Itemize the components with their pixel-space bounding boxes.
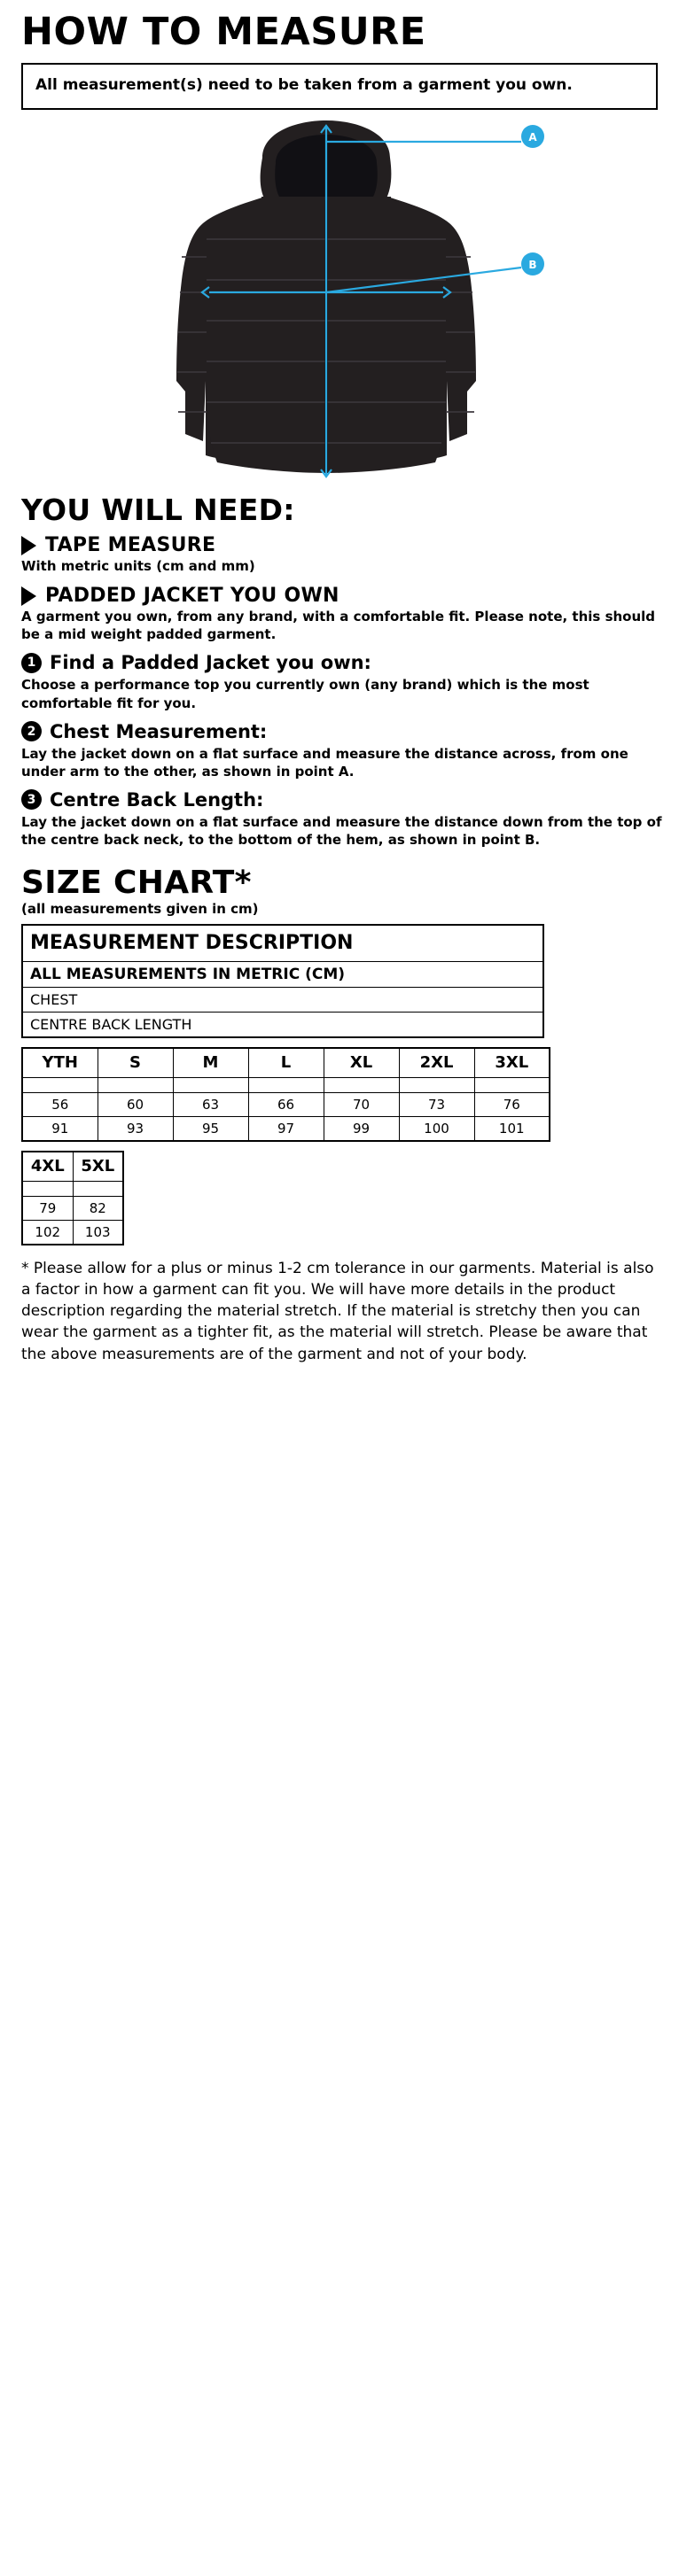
size-header: YTH xyxy=(22,1048,98,1078)
triangle-bullet-icon xyxy=(21,536,36,555)
step-title: Chest Measurement: xyxy=(50,720,268,742)
cbl-value: 101 xyxy=(474,1117,550,1142)
size-table-primary xyxy=(21,1047,550,1142)
table-row xyxy=(22,988,543,1013)
step-2 xyxy=(21,721,663,780)
cbl-value: 93 xyxy=(98,1117,173,1142)
table-row-chest xyxy=(22,1093,550,1117)
jacket-diagram xyxy=(16,115,663,487)
size-header: M xyxy=(173,1048,248,1078)
chest-value: 66 xyxy=(248,1093,324,1117)
step-number-badge: 1 xyxy=(21,653,42,673)
triangle-bullet-icon xyxy=(21,586,36,606)
need-label: PADDED JACKET YOU OWN xyxy=(45,584,340,607)
cbl-value: 99 xyxy=(324,1117,399,1142)
step-description: Lay the jacket down on a flat surface and measure the distance down from the top of the centre back neck, to the bottom of the hem, as shown in point B. xyxy=(21,813,662,848)
size-table-secondary xyxy=(21,1151,124,1245)
you-will-need-heading: YOU WILL NEED: xyxy=(21,493,295,528)
need-head xyxy=(21,585,663,607)
step-number-badge: 3 xyxy=(21,789,42,810)
label-a-badge xyxy=(521,125,544,148)
table-row xyxy=(22,1013,543,1038)
need-item-padded-jacket xyxy=(21,585,663,644)
footnote-text: * Please allow for a plus or minus 1-2 cm tolerance in our garments. Material is also a factor in how a garment can fit you. We will have more details in the product description regarding the material stretch. If the material is stretchy then you can wear the garment as a tighter fit, as the material will stretch. Please be aware that the above measurements are of the garment and not of your body. xyxy=(21,1260,654,1363)
step-3 xyxy=(21,789,663,849)
table-row-spacer xyxy=(22,1078,550,1093)
cbl-value: 91 xyxy=(22,1117,98,1142)
need-label: TAPE MEASURE xyxy=(45,534,216,557)
step-head xyxy=(21,789,663,811)
jacket-illustration-svg xyxy=(29,115,650,487)
step-description: Choose a performance top you currently own (any brand) which is the most comfortable fit for you. xyxy=(21,677,589,711)
centre-back-length-row-label: CENTRE BACK LENGTH xyxy=(22,1013,543,1038)
size-header: L xyxy=(248,1048,324,1078)
measurement-description-table xyxy=(21,924,544,1038)
need-head xyxy=(21,534,663,556)
how-to-measure-page xyxy=(0,12,679,2576)
chest-value: 73 xyxy=(399,1093,474,1117)
metric-note-cell: ALL MEASUREMENTS IN METRIC (CM) xyxy=(22,962,543,988)
cbl-value: 100 xyxy=(399,1117,474,1142)
label-b-text: B xyxy=(528,259,537,272)
size-header: 2XL xyxy=(399,1048,474,1078)
chest-value: 76 xyxy=(474,1093,550,1117)
chest-row-label: CHEST xyxy=(22,988,543,1013)
step-number-badge: 2 xyxy=(21,721,42,741)
step-head xyxy=(21,652,663,673)
chest-value: 70 xyxy=(324,1093,399,1117)
cbl-value: 102 xyxy=(22,1221,73,1245)
notice-text: All measurement(s) need to be taken from a garment you own. xyxy=(35,76,573,95)
size-chart-subheading: (all measurements given in cm) xyxy=(21,901,259,918)
step-title: Centre Back Length: xyxy=(50,788,264,811)
step-title: Find a Padded Jacket you own: xyxy=(50,652,371,674)
need-description: With metric units (cm and mm) xyxy=(21,558,255,575)
label-a-text: A xyxy=(528,131,537,144)
step-1 xyxy=(21,652,663,711)
chest-value: 79 xyxy=(22,1197,73,1221)
size-header: 3XL xyxy=(474,1048,550,1078)
table-row-chest xyxy=(22,1197,123,1221)
table-row xyxy=(22,925,543,962)
size-chart-heading: SIZE CHART* xyxy=(21,865,252,902)
notice-box xyxy=(21,63,658,110)
table-row-spacer xyxy=(22,1182,123,1197)
chest-value: 63 xyxy=(173,1093,248,1117)
table-row-centre-back-length xyxy=(22,1221,123,1245)
chest-value: 60 xyxy=(98,1093,173,1117)
chest-value: 56 xyxy=(22,1093,98,1117)
label-b-badge xyxy=(521,252,544,275)
cbl-value: 95 xyxy=(173,1117,248,1142)
step-description: Lay the jacket down on a flat surface and measure the distance across, from one under arm to the other, as shown in point A. xyxy=(21,745,628,780)
page-title: HOW TO MEASURE xyxy=(21,10,426,54)
cbl-value: 103 xyxy=(73,1221,123,1245)
step-head xyxy=(21,721,663,742)
need-description: A garment you own, from any brand, with a comfortable fit. Please note, this should be a mid weight padded garment. xyxy=(21,608,656,642)
table-header-row xyxy=(22,1152,123,1182)
size-header: 5XL xyxy=(73,1152,123,1182)
need-item-tape-measure xyxy=(21,534,663,576)
table-row xyxy=(22,962,543,988)
table-header-row xyxy=(22,1048,550,1078)
cbl-value: 97 xyxy=(248,1117,324,1142)
size-header: 4XL xyxy=(22,1152,73,1182)
table-row-centre-back-length xyxy=(22,1117,550,1142)
chest-value: 82 xyxy=(73,1197,123,1221)
size-header: XL xyxy=(324,1048,399,1078)
measurement-description-title: MEASUREMENT DESCRIPTION xyxy=(22,925,543,962)
size-header: S xyxy=(98,1048,173,1078)
